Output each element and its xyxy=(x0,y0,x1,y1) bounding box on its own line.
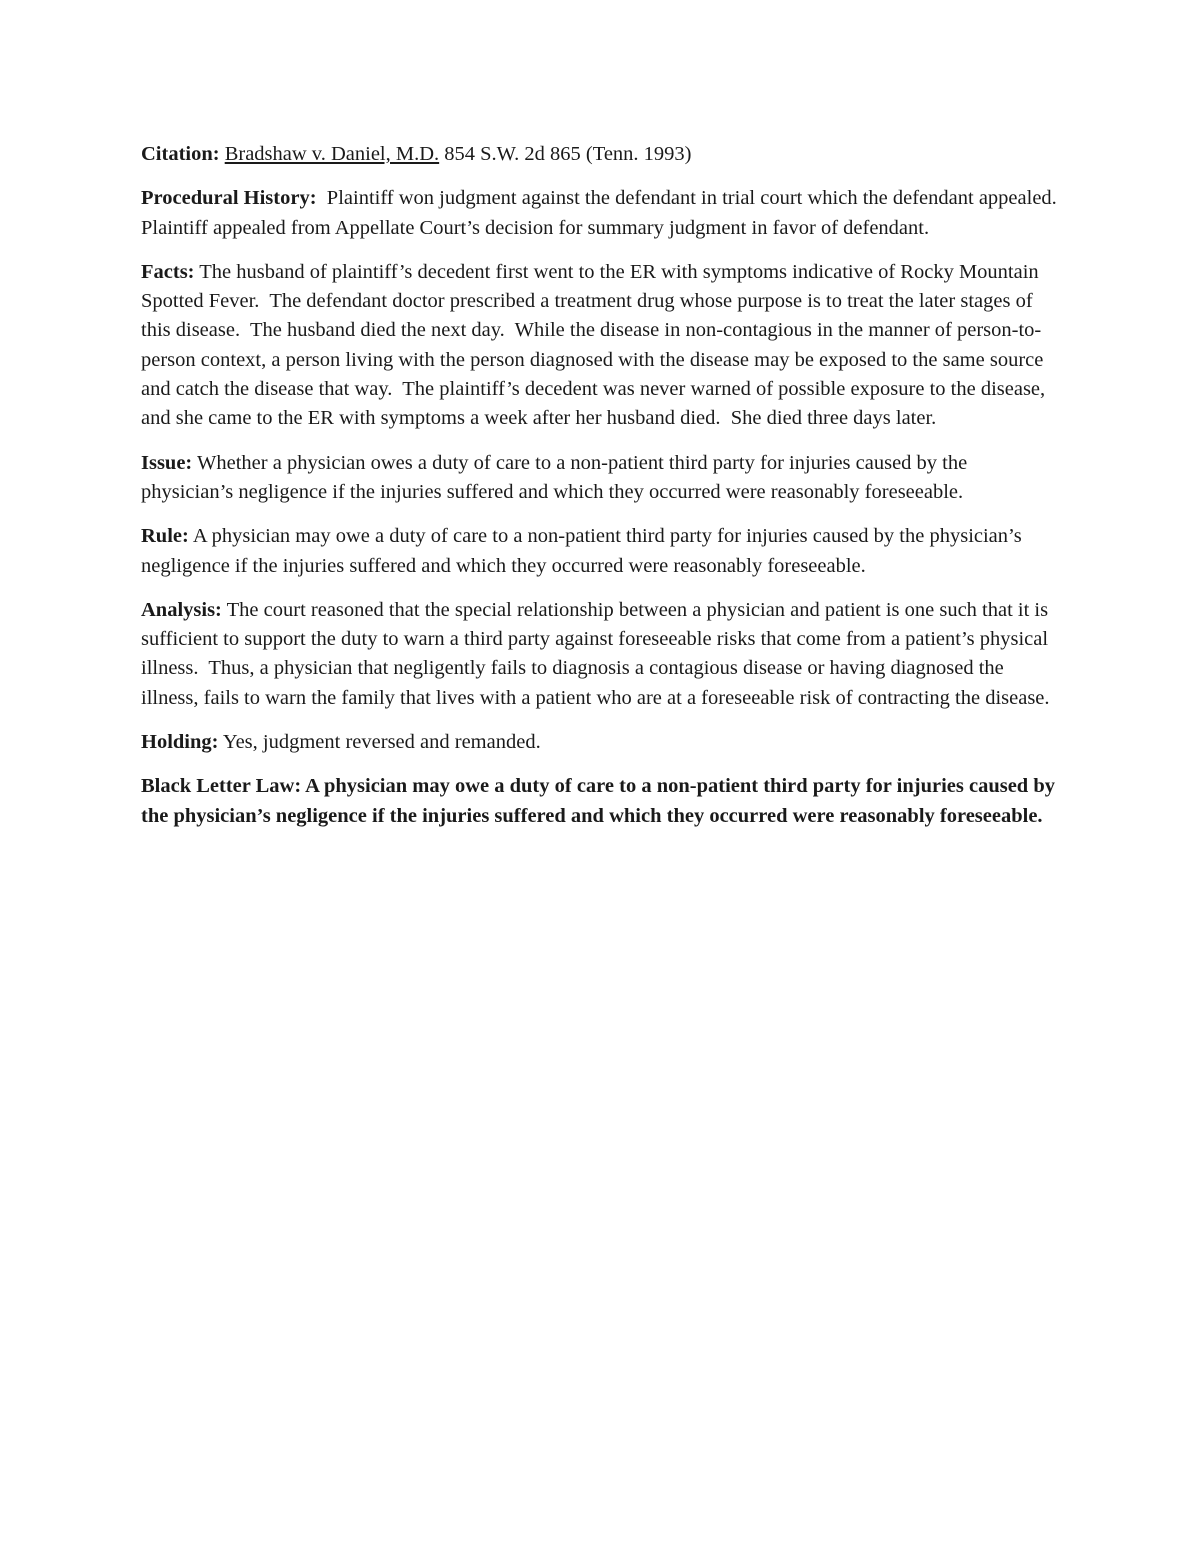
citation-paragraph xyxy=(141,140,1061,169)
holding-label: Holding: xyxy=(141,731,219,754)
rule-text: A physician may owe a duty of care to a non-patient third party for injuries caused by the physician’s negligence if the injuries suffered and which they occurred were reasonably foreseeable. xyxy=(141,525,1022,577)
black-letter-law-paragraph xyxy=(141,772,1061,831)
black-letter-law-text: A physician may owe a duty of care to a non-patient third party for injuries caused by the physician’s negligence if the injuries suffered and which they occurred were reasonably foreseeable. xyxy=(141,775,1055,827)
issue-label: Issue: xyxy=(141,451,193,474)
facts-text: The husband of plaintiff’s decedent first went to the ER with symptoms indicative of Rocky Mountain Spotted Fever. The defendant doctor prescribed a treatment drug whose purpose is to treat the later stages of this disease. The husband died the next day. While the disease in non-contagious in the manner of person-to-person context, a person living with the person diagnosed with the disease may be exposed to the same source and catch the disease that way. The plaintiff’s decedent was never warned of possible exposure to the disease, and she came to the ER with symptoms a week after her husband died. She died three days later. xyxy=(141,260,1051,430)
citation-label: Citation: xyxy=(141,143,220,165)
procedural-history-label: Procedural History: xyxy=(141,187,317,210)
procedural-history-paragraph xyxy=(141,184,1068,243)
rule-label: Rule: xyxy=(141,525,189,548)
analysis-text: The court reasoned that the special relationship between a physician and patient is one such that it is sufficient to support the duty to warn a third party against foreseeable risks that come from a patient’s physical illness. Thus, a physician that negligently fails to diagnosis a contagious disease or having diagnosed the illness, fails to warn the family that lives with a patient who are at a foreseeable risk of contracting the disease. xyxy=(141,598,1054,709)
citation-reference: 854 S.W. 2d 865 (Tenn. 1993) xyxy=(439,143,692,165)
facts-label: Facts: xyxy=(141,260,195,283)
rule-paragraph xyxy=(141,522,1061,581)
case-name: Bradshaw v. Daniel, M.D. xyxy=(224,143,440,165)
issue-text: Whether a physician owes a duty of care to a non-patient third party for injuries caused by the physician’s negligence if the injuries suffered and which they occurred were reasonably foreseeable. xyxy=(141,451,968,503)
analysis-label: Analysis: xyxy=(141,598,222,621)
issue-paragraph xyxy=(141,449,1061,508)
case-brief-page xyxy=(141,140,1068,846)
black-letter-law-label: Black Letter Law: xyxy=(141,775,302,798)
analysis-paragraph xyxy=(141,596,1061,713)
holding-paragraph xyxy=(141,728,1061,757)
holding-text: Yes, judgment reversed and remanded. xyxy=(218,731,541,754)
procedural-history-text: Plaintiff won judgment against the defendant in trial court which the defendant appealed. Plaintiff appealed from Appellate Court’s decision for summary judgment in favor of defendant. xyxy=(141,187,1068,239)
facts-paragraph xyxy=(141,258,1061,434)
